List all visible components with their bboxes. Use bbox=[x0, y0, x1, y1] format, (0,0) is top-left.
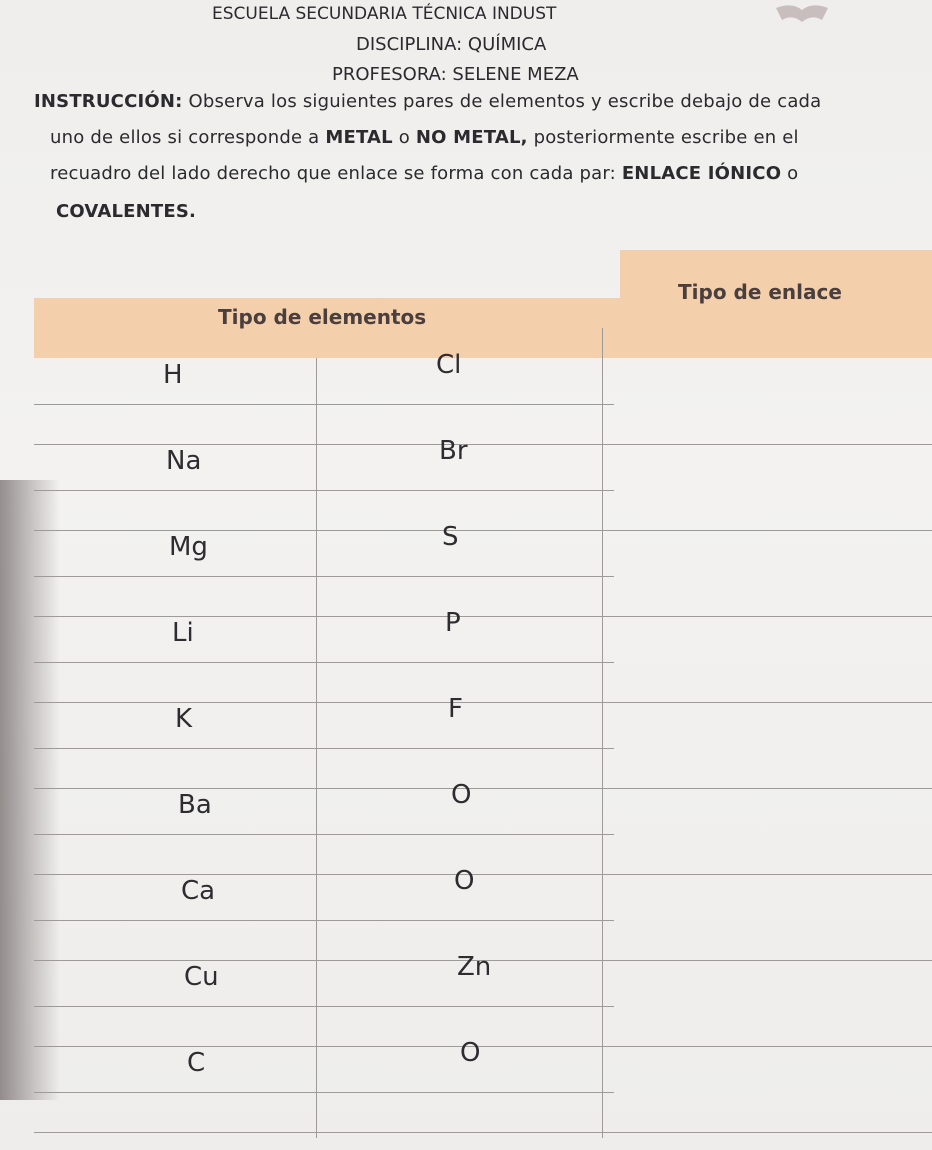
row-separator bbox=[34, 616, 932, 617]
school-name: ESCUELA SECUNDARIA TÉCNICA INDUST bbox=[212, 4, 557, 24]
element-right: O bbox=[454, 866, 475, 896]
answer-line bbox=[34, 576, 614, 577]
instruction-line-3 bbox=[50, 156, 910, 192]
element-left: Cu bbox=[184, 962, 219, 992]
nometal-keyword: NO METAL, bbox=[415, 127, 528, 148]
instruction-line-4 bbox=[56, 194, 916, 230]
element-right: S bbox=[442, 522, 459, 552]
row-separator bbox=[34, 788, 932, 789]
answer-line bbox=[34, 1006, 614, 1007]
instruction-text-1: Observa los siguientes pares de elementos y escribe debajo de cada bbox=[182, 91, 822, 112]
answer-line bbox=[34, 748, 614, 749]
teacher-line: PROFESORA: SELENE MEZA bbox=[332, 64, 579, 85]
answer-line bbox=[34, 662, 614, 663]
header-bond-type: Tipo de enlace bbox=[678, 280, 842, 304]
element-left: Na bbox=[166, 446, 202, 476]
element-left: Ba bbox=[178, 790, 212, 820]
element-left: C bbox=[187, 1048, 206, 1078]
row-separator bbox=[34, 1132, 932, 1133]
ionico-keyword: ENLACE IÓNICO bbox=[621, 163, 782, 184]
element-left: K bbox=[175, 704, 193, 734]
row-separator bbox=[34, 530, 932, 531]
element-right: O bbox=[460, 1038, 481, 1068]
instruction-or-2: o bbox=[781, 163, 799, 184]
row-separator bbox=[34, 444, 932, 445]
instruction-line-1 bbox=[34, 84, 894, 120]
element-right: Cl bbox=[436, 350, 462, 380]
table-header bbox=[34, 298, 932, 358]
answer-line bbox=[34, 1092, 614, 1093]
column-divider-2 bbox=[602, 328, 603, 1138]
answer-line bbox=[34, 490, 614, 491]
answer-line bbox=[34, 404, 614, 405]
element-left: H bbox=[163, 360, 183, 390]
covalentes-keyword: COVALENTES. bbox=[56, 201, 197, 222]
answer-line bbox=[34, 834, 614, 835]
row-separator bbox=[34, 1046, 932, 1047]
answer-line bbox=[34, 920, 614, 921]
element-right: O bbox=[451, 780, 472, 810]
school-logo-icon bbox=[772, 0, 832, 34]
instruction-or-1: o bbox=[392, 127, 416, 148]
row-separator bbox=[34, 874, 932, 875]
instruction-label: INSTRUCCIÓN: bbox=[34, 91, 183, 112]
row-separator bbox=[34, 702, 932, 703]
elements-table bbox=[28, 250, 932, 1140]
element-right: P bbox=[445, 608, 461, 638]
element-right: Br bbox=[439, 436, 468, 466]
metal-keyword: METAL bbox=[325, 127, 393, 148]
element-right: F bbox=[448, 694, 463, 724]
element-left: Mg bbox=[169, 532, 208, 562]
instruction-line-2 bbox=[50, 120, 910, 156]
instruction-text-3: posteriormente escribe en el bbox=[527, 127, 799, 148]
instruction-text-2: uno de ellos si corresponde a bbox=[50, 127, 326, 148]
instruction-text-4: recuadro del lado derecho que enlace se forma con cada par: bbox=[50, 163, 622, 184]
element-right: Zn bbox=[457, 952, 492, 982]
element-left: Ca bbox=[181, 876, 216, 906]
header-element-types: Tipo de elementos bbox=[218, 305, 427, 329]
subject-line: DISCIPLINA: QUÍMICA bbox=[356, 34, 547, 55]
element-left: Li bbox=[172, 618, 194, 648]
